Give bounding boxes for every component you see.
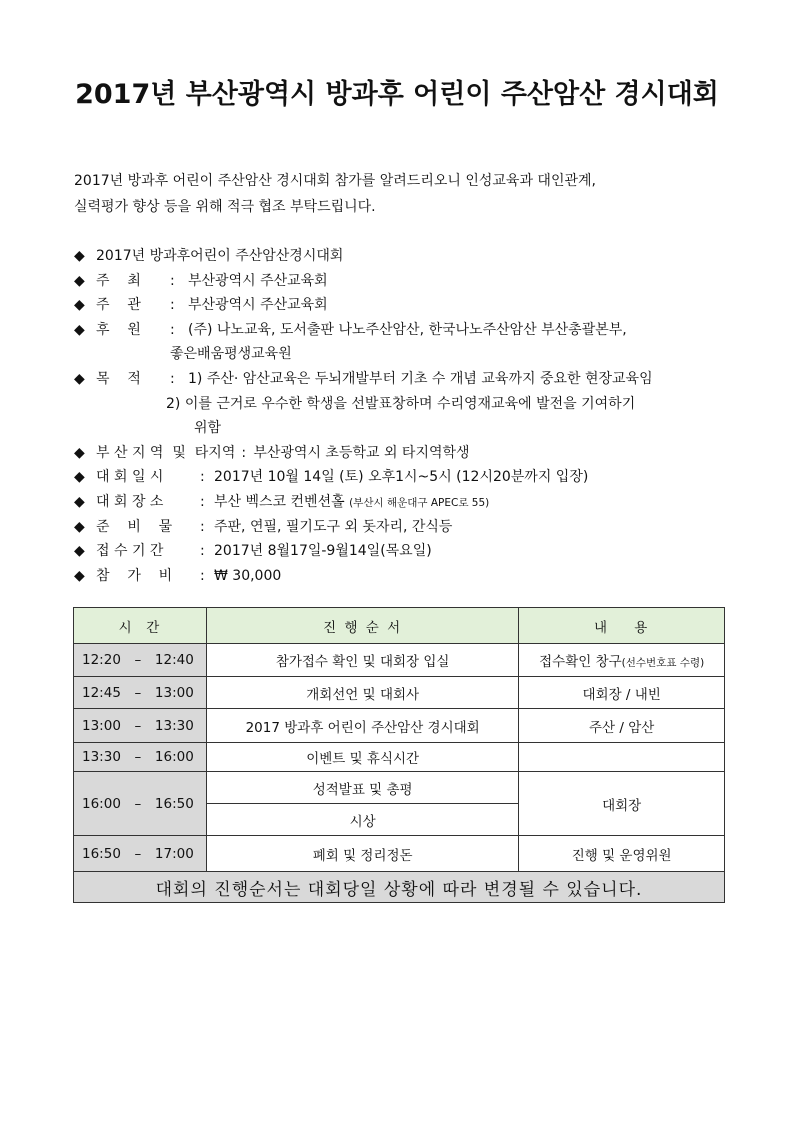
info-item-date	[74, 465, 754, 490]
fee-sep: :	[200, 567, 205, 584]
sponsor-value-2: 좋은배움평생교육원	[170, 346, 292, 363]
time-end: 12:40	[154, 652, 194, 668]
time-dash: –	[134, 684, 142, 701]
venue-label: 대 회 장 소	[96, 493, 164, 510]
registration-label: 접 수 기 간	[96, 543, 164, 560]
header-time: 시 간	[74, 608, 207, 644]
date-value: 2017년 10월 14일 (토) 오후1시~5시 (12시20분까지 입장)	[214, 469, 589, 486]
diamond-bullet-icon: ◆	[74, 543, 85, 560]
registration-sep: :	[200, 543, 205, 560]
venue-note: (부산시 해운대구 APEC로 55)	[349, 496, 490, 509]
schedule-footer-row	[74, 872, 725, 903]
info-item-fee	[74, 564, 754, 589]
content-cell	[519, 743, 725, 772]
sponsor-sep: :	[170, 321, 175, 338]
content-cell: 주산 / 암산	[519, 709, 725, 743]
header-program: 진 행 순 서	[206, 608, 518, 644]
date-sep: :	[200, 469, 205, 486]
time-dash: –	[134, 717, 142, 734]
intro-line: 실력평가 향상 등을 위해 적극 협조 부탁드립니다.	[74, 199, 376, 215]
intro-line: 2017년 방과후 어린이 주산암산 경시대회 참가를 알려드리오니 인성교육과 대인관계,	[74, 173, 596, 189]
purpose-value-2: 2) 이를 근거로 우수한 학생을 선발표창하며 수리영재교육에 발전을 기여하기	[166, 395, 636, 412]
venue-value: 부산 벡스코 컨벤션홀	[214, 493, 345, 510]
diamond-bullet-icon: ◆	[74, 321, 85, 338]
time-cell	[74, 772, 207, 836]
content-cell	[519, 644, 725, 677]
diamond-bullet-icon: ◆	[74, 493, 85, 510]
time-end: 17:00	[154, 845, 194, 862]
diamond-bullet-icon: ◆	[74, 469, 85, 486]
info-item-purpose-cont	[74, 392, 754, 417]
time-end: 16:50	[154, 795, 194, 812]
time-cell	[74, 836, 207, 872]
table-row	[74, 743, 725, 772]
purpose-label: 목 적	[96, 370, 141, 387]
info-item-organizer	[74, 293, 754, 318]
diamond-bullet-icon: ◆	[74, 567, 85, 584]
diamond-bullet-icon: ◆	[74, 370, 85, 387]
time-end: 13:00	[154, 684, 194, 701]
info-item-region	[74, 441, 754, 466]
time-cell	[74, 743, 207, 772]
region-sep: :	[241, 444, 247, 461]
diamond-bullet-icon: ◆	[74, 248, 85, 264]
content-cell: 대회장	[519, 772, 725, 836]
table-row	[74, 677, 725, 709]
venue-sep: :	[200, 493, 205, 510]
time-cell	[74, 644, 207, 677]
event-name: 2017년 방과후어린이 주산암산경시대회	[96, 248, 344, 264]
organizer-value: 부산광역시 주산교육회	[188, 297, 328, 314]
time-start: 13:00	[82, 717, 121, 734]
info-item-sponsor-cont	[74, 342, 754, 367]
program-cell: 참가접수 확인 및 대회장 입실	[206, 644, 518, 677]
info-item-purpose	[74, 367, 754, 392]
content-text: 접수확인 창구	[539, 654, 622, 670]
fee-value: ₩ 30,000	[214, 567, 282, 584]
organizer-sep: :	[170, 297, 175, 314]
time-cell	[74, 677, 207, 709]
program-cell: 시상	[206, 804, 518, 836]
registration-value: 2017년 8월17일-9월14일(목요일)	[214, 543, 432, 560]
info-list	[74, 244, 754, 588]
time-dash: –	[134, 749, 142, 765]
schedule-table	[73, 607, 725, 903]
info-item-venue	[74, 490, 754, 515]
program-cell: 2017 방과후 어린이 주산암산 경시대회	[206, 709, 518, 743]
diamond-bullet-icon: ◆	[74, 272, 85, 289]
venue-value-wrap	[214, 490, 754, 516]
region-value: 부산광역시 초등학교 외 타지역학생	[253, 444, 470, 461]
info-item-purpose-cont2	[74, 416, 754, 441]
supplies-sep: :	[200, 518, 205, 535]
time-cell	[74, 709, 207, 743]
header-content: 내 용	[519, 608, 725, 644]
time-dash: –	[134, 795, 142, 812]
diamond-bullet-icon: ◆	[74, 297, 85, 314]
info-item-event-name	[74, 244, 754, 269]
content-cell: 진행 및 운영위원	[519, 836, 725, 872]
date-label: 대 회 일 시	[96, 469, 164, 486]
purpose-sep: :	[170, 370, 175, 387]
program-cell: 개회선언 및 대회사	[206, 677, 518, 709]
time-start: 16:50	[82, 845, 121, 862]
time-start: 13:30	[82, 749, 121, 765]
time-start: 12:45	[82, 684, 121, 701]
purpose-value-1: 1) 주산· 암산교육은 두뇌개발부터 기초 수 개념 교육까지 중요한 현장교육임	[188, 370, 653, 387]
page-title: 2017년 부산광역시 방과후 어린이 주산암산 경시대회	[75, 79, 719, 110]
fee-label: 참 가 비	[96, 567, 173, 584]
program-cell: 성적발표 및 총평	[206, 772, 518, 804]
program-cell: 이벤트 및 휴식시간	[206, 743, 518, 772]
schedule-header-row	[74, 608, 725, 644]
host-label: 주 최	[96, 272, 141, 289]
info-item-host	[74, 269, 754, 294]
supplies-value: 주판, 연필, 필기도구 외 돗자리, 간식등	[214, 518, 453, 535]
host-value: 부산광역시 주산교육회	[188, 272, 328, 289]
schedule-footer-note: 대회의 진행순서는 대회당일 상황에 따라 변경될 수 있습니다.	[74, 872, 725, 903]
table-row	[74, 709, 725, 743]
content-note: (선수번호표 수령)	[621, 657, 705, 669]
diamond-bullet-icon: ◆	[74, 444, 85, 461]
time-start: 12:20	[82, 652, 121, 668]
time-end: 16:00	[154, 749, 194, 765]
supplies-label: 준 비 물	[96, 518, 173, 535]
time-end: 13:30	[154, 717, 194, 734]
info-item-supplies	[74, 515, 754, 540]
region-label: 부 산 지 역 및 타지역	[96, 444, 236, 461]
time-dash: –	[134, 652, 142, 668]
table-row	[74, 772, 725, 804]
time-dash: –	[134, 845, 142, 862]
purpose-value-3: 위함	[194, 420, 222, 437]
host-sep: :	[170, 272, 175, 289]
sponsor-value: (주) 나노교육, 도서출판 나노주산암산, 한국나노주산암산 부산총괄본부,	[188, 321, 627, 338]
info-item-sponsor	[74, 318, 754, 343]
table-row	[74, 644, 725, 677]
sponsor-label: 후 원	[96, 321, 141, 338]
organizer-label: 주 관	[96, 297, 141, 314]
content-cell: 대회장 / 내빈	[519, 677, 725, 709]
info-item-registration	[74, 539, 754, 564]
diamond-bullet-icon: ◆	[74, 518, 85, 535]
program-cell: 폐회 및 정리정돈	[206, 836, 518, 872]
intro-paragraph	[74, 168, 734, 220]
table-row	[74, 836, 725, 872]
time-start: 16:00	[82, 795, 121, 812]
